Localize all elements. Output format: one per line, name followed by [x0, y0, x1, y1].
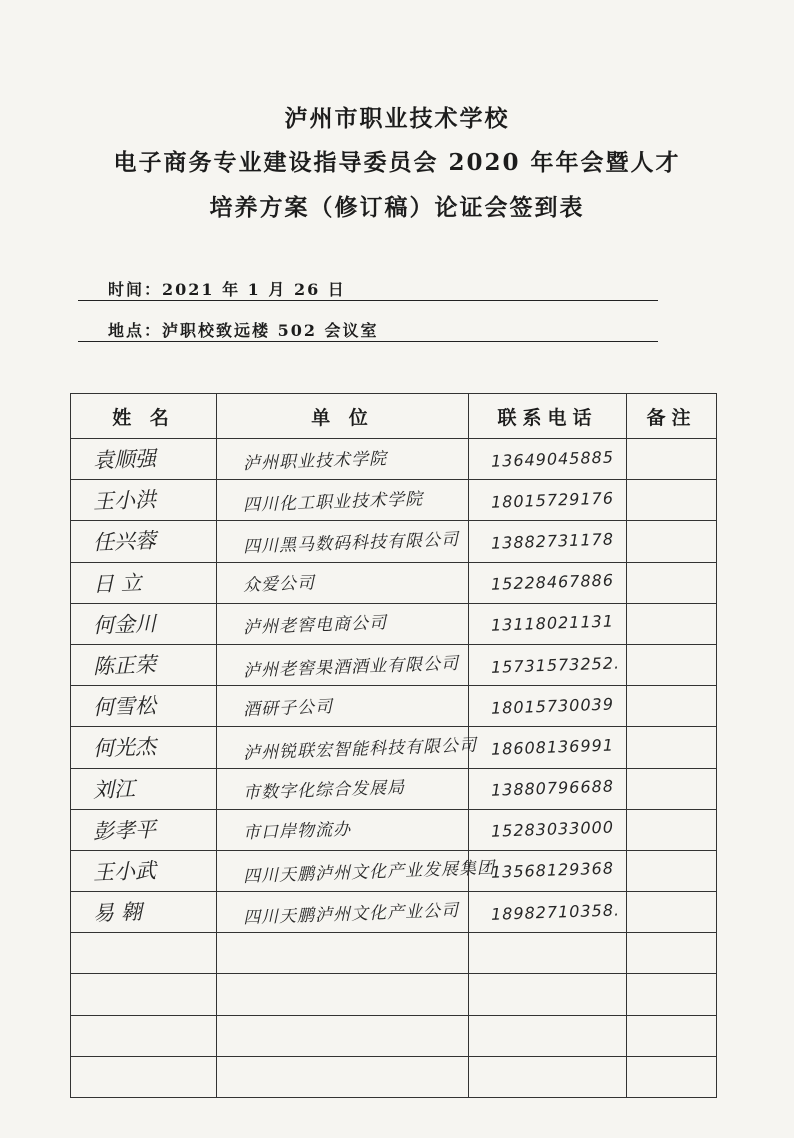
table-cell-phone: [469, 933, 627, 974]
table-row: [71, 521, 717, 562]
table-cell-unit: [217, 562, 469, 603]
table-cell-note: [627, 686, 717, 727]
signature-name: 日 立: [92, 570, 143, 597]
table-cell-unit: [217, 933, 469, 974]
signature-unit: 泸州锐联宏智能科技有限公司: [242, 735, 478, 764]
signature-name: [71, 958, 93, 959]
table-row: [71, 1015, 717, 1056]
meeting-place: 地点：泸职校致远楼 502 会议室: [108, 321, 379, 340]
signature-unit: 泸州老窖果酒酒业有限公司: [242, 653, 460, 681]
table-cell-unit: [217, 1015, 469, 1056]
signature-phone: 18015729176: [490, 488, 615, 512]
signature-unit: 泸州老窖电商公司: [242, 613, 388, 639]
table-row: [71, 644, 717, 685]
table-cell-note: [627, 562, 717, 603]
signature-phone: 13649045885: [490, 447, 615, 471]
signature-name: [71, 1082, 93, 1083]
table-cell-name: [71, 809, 217, 850]
table-cell-phone: [469, 686, 627, 727]
table-cell-phone: [469, 974, 627, 1015]
table-cell-phone: [469, 892, 627, 933]
signature-phone: [469, 1041, 491, 1042]
signature-unit: 四川天鹏泸州文化产业发展集团: [242, 858, 496, 888]
table-row: [71, 562, 717, 603]
table-cell-phone: [469, 480, 627, 521]
signature-phone: 18608136991: [490, 735, 615, 759]
table-cell-note: [627, 727, 717, 768]
signature-unit: [217, 1082, 243, 1083]
signature-unit: 市口岸物流办: [242, 819, 352, 844]
header-name: 姓 名: [71, 394, 217, 439]
signature-phone: 13882731178: [490, 529, 615, 553]
table-row: [71, 603, 717, 644]
table-cell-phone: [469, 1056, 627, 1097]
table-cell-name: [71, 850, 217, 891]
table-row: [71, 768, 717, 809]
signature-name: 彭孝平: [92, 817, 157, 844]
signature-unit: 四川化工职业技术学院: [242, 489, 424, 516]
signature-name: 易 翱: [92, 899, 143, 926]
signature-phone: [469, 958, 491, 959]
table-cell-name: [71, 892, 217, 933]
table-cell-name: [71, 974, 217, 1015]
signature-unit: 市数字化综合发展局: [242, 777, 406, 804]
table-row: [71, 933, 717, 974]
signature-phone: [469, 1082, 491, 1083]
signature-name: 何金川: [92, 611, 157, 638]
signature-unit: 四川黑马数码科技有限公司: [242, 529, 460, 558]
table-cell-note: [627, 1056, 717, 1097]
signature-name: [71, 1000, 93, 1001]
document-title-line-1: 泸州市职业技术学校: [284, 105, 510, 132]
table-cell-unit: [217, 727, 478, 768]
table-cell-name: [71, 439, 217, 480]
signature-phone: 13118021131: [490, 611, 615, 636]
header-unit: 单 位: [217, 394, 469, 439]
signature-phone: 13568129368: [490, 858, 615, 883]
signature-phone: 18982710358.: [490, 900, 621, 924]
table-cell-note: [627, 892, 717, 933]
table-cell-phone: [469, 768, 627, 809]
table-cell-unit: [217, 850, 496, 891]
table-cell-unit: [217, 809, 469, 850]
signature-unit: 众爱公司: [242, 573, 316, 596]
table-cell-unit: [217, 686, 469, 727]
time-underline: [78, 300, 658, 301]
table-cell-unit: [217, 768, 469, 809]
table-cell-name: [71, 1015, 217, 1056]
table-cell-note: [627, 1015, 717, 1056]
header-phone: 联系电话: [469, 394, 627, 439]
document-title-line-2: 电子商务专业建设指导委员会 2020 年年会暨人才: [113, 149, 681, 176]
signature-name: 袁顺强: [92, 446, 157, 473]
signature-name: 陈正荣: [92, 652, 157, 679]
signature-unit: [217, 1041, 243, 1042]
table-cell-name: [71, 1056, 217, 1097]
table-row: [71, 850, 717, 891]
table-cell-phone: [469, 603, 627, 644]
table-cell-phone: [469, 562, 627, 603]
meeting-time: 时间：2021 年 1 月 26 日: [108, 280, 346, 299]
table-row: [71, 686, 717, 727]
signature-unit: 酒研子公司: [242, 696, 334, 720]
table-cell-name: [71, 644, 217, 685]
table-cell-name: [71, 603, 217, 644]
table-cell-name: [71, 727, 217, 768]
table-cell-phone: [469, 644, 627, 685]
table-cell-note: [627, 768, 717, 809]
table-cell-note: [627, 439, 717, 480]
table-row: [71, 1056, 717, 1097]
table-row: [71, 480, 717, 521]
table-cell-name: [71, 480, 217, 521]
table-cell-phone: [469, 727, 627, 768]
signature-unit: 四川天鹏泸州文化产业公司: [242, 900, 460, 928]
table-cell-name: [71, 521, 217, 562]
place-underline: [78, 341, 658, 342]
attendance-table: [70, 393, 717, 1098]
table-cell-unit: [217, 644, 469, 685]
table-cell-name: [71, 768, 217, 809]
signature-phone: 15228467886: [490, 570, 615, 594]
signature-phone: 15283033000: [490, 817, 615, 842]
table-cell-note: [627, 480, 717, 521]
signature-phone: 13880796688: [490, 776, 615, 800]
signature-unit: 泸州职业技术学院: [242, 448, 388, 474]
table-row: [71, 974, 717, 1015]
signature-phone: 15731573252.: [490, 652, 621, 677]
table-cell-note: [627, 603, 717, 644]
table-cell-unit: [217, 1056, 469, 1097]
table-cell-unit: [217, 603, 469, 644]
table-cell-unit: [217, 892, 469, 933]
table-cell-phone: [469, 809, 627, 850]
table-row: [71, 809, 717, 850]
table-cell-unit: [217, 439, 469, 480]
table-row: [71, 892, 717, 933]
signature-unit: [217, 958, 243, 959]
table-cell-unit: [217, 521, 469, 562]
signature-name: 何光杰: [92, 734, 157, 762]
table-cell-note: [627, 850, 717, 891]
signature-name: 任兴蓉: [92, 528, 157, 556]
table-cell-phone: [469, 521, 627, 562]
table-cell-note: [627, 809, 717, 850]
signature-name: [71, 1041, 93, 1042]
table-cell-note: [627, 521, 717, 562]
signature-unit: [217, 1000, 243, 1001]
table-cell-unit: [217, 480, 469, 521]
signature-phone: 18015730039: [490, 694, 615, 718]
signature-name: 王小洪: [92, 487, 157, 514]
signature-name: 刘江: [92, 776, 136, 802]
table-row: [71, 439, 717, 480]
table-cell-note: [627, 974, 717, 1015]
table-cell-phone: [469, 1015, 627, 1056]
document-title-line-3: 培养方案（修订稿）论证会签到表: [209, 194, 585, 221]
table-cell-note: [627, 644, 717, 685]
table-header-row: [71, 394, 717, 439]
table-cell-unit: [217, 974, 469, 1015]
table-cell-name: [71, 686, 217, 727]
header-note: 备注: [627, 394, 717, 439]
signature-name: 王小武: [92, 858, 157, 885]
signature-phone: [469, 1000, 491, 1001]
table-cell-phone: [469, 439, 627, 480]
table-cell-name: [71, 933, 217, 974]
signature-name: 何雪松: [92, 693, 157, 720]
table-cell-note: [627, 933, 717, 974]
table-row: [71, 727, 717, 768]
table-cell-name: [71, 562, 217, 603]
